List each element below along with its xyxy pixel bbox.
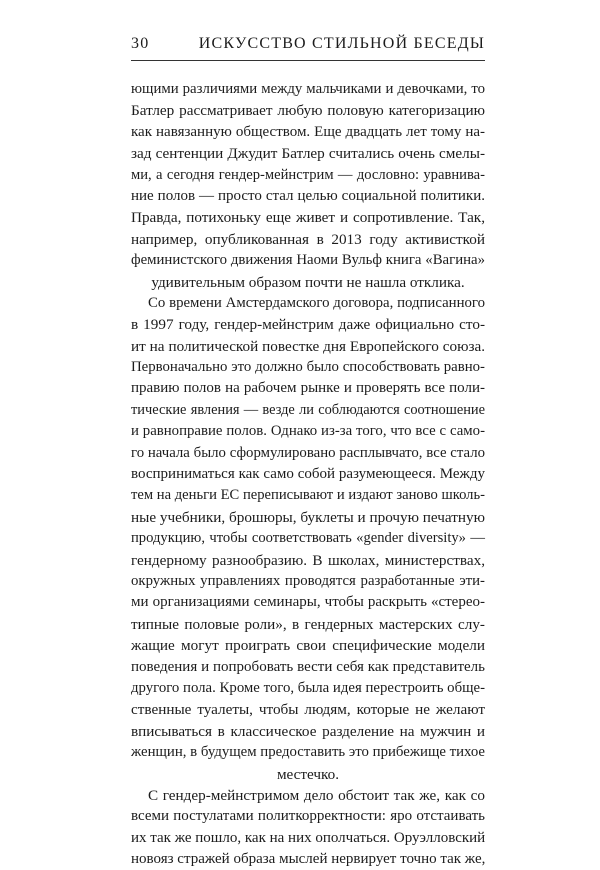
text-line: С гендер-мейнстримом дело обстоит так же, как со bbox=[148, 786, 485, 804]
text-line: Со времени Амстердамского договора, подписанного bbox=[148, 294, 485, 311]
page-number: 30 bbox=[131, 35, 150, 52]
text-line: зад сентенции Джудит Батлер считались очень смелы- bbox=[131, 145, 485, 163]
running-head bbox=[131, 33, 485, 55]
text-line: жащие могут проиграть свои специфические модели bbox=[131, 637, 485, 655]
text-line: местечко. bbox=[276, 765, 340, 783]
text-line: тем на деньги ЕС переписывают и издают заново школь- bbox=[131, 487, 485, 504]
text-line: их так же пошло, как на них ополчаться. Оруэлловский bbox=[131, 829, 486, 846]
text-line: правию полов на рабочем рынке и проверять все поли- bbox=[131, 380, 485, 397]
text-line: восприниматься как само собой разумеющееся. Между bbox=[131, 466, 485, 483]
text-line: ственные туалеты, чтобы людям, которые не желают bbox=[131, 701, 485, 719]
running-title: ИСКУССТВО СТИЛЬНОЙ БЕСЕДЫ bbox=[198, 35, 485, 52]
text-line: ит на политической повестке дня Европейского союза. bbox=[131, 337, 485, 355]
text-line: ми организациями семинары, чтобы раскрыть «стерео- bbox=[131, 594, 485, 611]
paragraph-1 bbox=[131, 79, 485, 293]
paragraph-3 bbox=[131, 785, 485, 870]
text-line: ные учебники, брошюры, буклеты и прочую печатную bbox=[131, 508, 485, 526]
paragraph-2 bbox=[131, 293, 485, 785]
body-text bbox=[131, 79, 485, 870]
text-line: ми, а сегодня гендер-мейнстрим — дословно: уравнива- bbox=[131, 166, 485, 183]
text-line: и равноправие полов. Однако из-за того, что все с само- bbox=[131, 423, 485, 440]
text-line: гендерному разнообразию. В школах, министерствах, bbox=[131, 551, 485, 569]
text-line: ние полов — просто стал целью социальной политики. bbox=[131, 187, 485, 204]
text-line: вписываться в классическое разделение на мужчин и bbox=[131, 722, 485, 740]
text-line: поведения и попробовать вести себя как представитель bbox=[131, 658, 485, 675]
header-rule bbox=[131, 60, 485, 61]
text-line: типные половые роли», в гендерных мастерских слу- bbox=[131, 615, 485, 633]
text-line: продукцию, чтобы соответствовать «gender diversity» — bbox=[131, 530, 485, 547]
text-line: окружных управлениях проводятся разработанные эти- bbox=[131, 572, 485, 589]
text-line: тические явления — везде ли соблюдаются соотношение bbox=[131, 401, 485, 418]
text-line: феминистского движения Наоми Вульф книга «Вагина» bbox=[131, 252, 485, 269]
text-line: всеми постулатами политкорректности: яро отстаивать bbox=[131, 808, 485, 825]
text-line: удивительным образом почти не нашла отклика. bbox=[151, 273, 465, 291]
text-line: Первоначально это должно было способствовать равно- bbox=[131, 359, 485, 376]
text-line: в 1997 году, гендер-мейнстрим даже официально сто- bbox=[131, 316, 485, 334]
text-line: ющими различиями между мальчиками и девочками, то bbox=[131, 81, 485, 97]
text-line: го начала было сформулировано расплывчато, все стало bbox=[131, 444, 485, 461]
text-line: как навязанную обществом. Еще двадцать лет тому на- bbox=[131, 123, 485, 140]
text-line: например, опубликованная в 2013 году активисткой bbox=[131, 230, 485, 248]
text-line: новояз стражей образа мыслей нервирует точно так же, bbox=[131, 851, 486, 868]
text-line: другого пола. Кроме того, была идея перестроить обще- bbox=[131, 679, 485, 696]
text-line: Правда, потихоньку еще живет и сопротивление. Так, bbox=[131, 209, 485, 227]
text-line: Батлер рассматривает любую половую категоризацию bbox=[131, 102, 485, 120]
text-line: женщин, в будущем предоставить это прибежище тихое bbox=[131, 744, 485, 761]
